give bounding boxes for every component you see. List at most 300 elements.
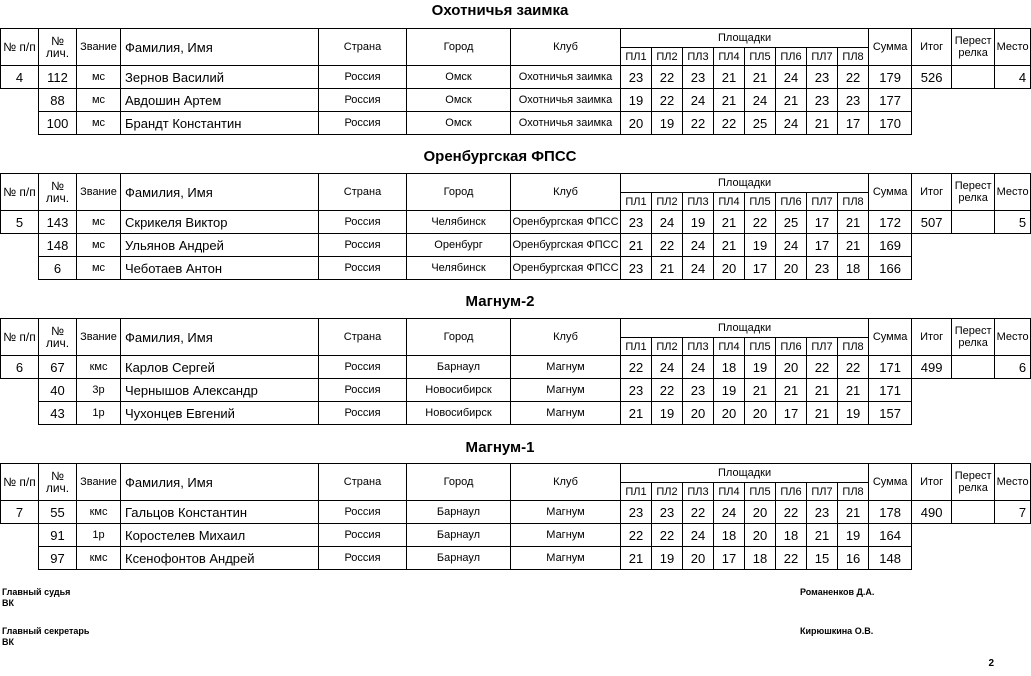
area-score-6: 20 bbox=[776, 257, 807, 280]
chief-secretary-title: Главный секретарь bbox=[2, 626, 90, 636]
city: Новосибирск bbox=[407, 402, 511, 425]
shooter-name: Чухонцев Евгений bbox=[121, 402, 319, 425]
shooter-row bbox=[1, 501, 1031, 524]
area-score-8: 21 bbox=[838, 211, 869, 234]
empty-cell bbox=[912, 234, 952, 257]
empty-cell bbox=[912, 112, 952, 135]
chief-judge-category: ВК bbox=[2, 598, 14, 608]
empty-cell bbox=[995, 89, 1031, 112]
license-number: 143 bbox=[39, 211, 77, 234]
shooter-row bbox=[1, 112, 1031, 135]
header-country: Страна bbox=[319, 174, 407, 211]
header-area-5: ПЛ5 bbox=[745, 338, 776, 356]
header-sum: Сумма bbox=[869, 464, 912, 501]
rank: мс bbox=[77, 112, 121, 135]
area-score-1: 22 bbox=[621, 356, 652, 379]
area-score-8: 21 bbox=[838, 501, 869, 524]
rank: мс bbox=[77, 257, 121, 280]
area-score-2: 22 bbox=[652, 234, 683, 257]
city: Барнаул bbox=[407, 524, 511, 547]
empty-cell bbox=[1, 257, 39, 280]
area-score-4: 20 bbox=[714, 257, 745, 280]
club: Магнум bbox=[511, 501, 621, 524]
header-area-5: ПЛ5 bbox=[745, 48, 776, 66]
area-score-7: 23 bbox=[807, 66, 838, 89]
area-score-1: 20 bbox=[621, 112, 652, 135]
header-area-4: ПЛ4 bbox=[714, 48, 745, 66]
team-title: Оренбургская ФПСС bbox=[423, 148, 577, 165]
country: Россия bbox=[319, 257, 407, 280]
reshoot-cell bbox=[952, 501, 995, 524]
area-score-5: 25 bbox=[745, 112, 776, 135]
empty-cell bbox=[912, 379, 952, 402]
shooter-row bbox=[1, 89, 1031, 112]
empty-cell bbox=[952, 547, 995, 570]
club: Охотничья заимка bbox=[511, 66, 621, 89]
header-country: Страна bbox=[319, 464, 407, 501]
area-score-8: 21 bbox=[838, 379, 869, 402]
area-score-6: 24 bbox=[776, 234, 807, 257]
header-num: № п/п bbox=[1, 29, 39, 66]
area-score-2: 22 bbox=[652, 89, 683, 112]
club: Оренбургская ФПСС bbox=[511, 257, 621, 280]
shooter-sum: 171 bbox=[869, 379, 912, 402]
header-sum: Сумма bbox=[869, 319, 912, 356]
club: Оренбургская ФПСС bbox=[511, 211, 621, 234]
team-total: 507 bbox=[912, 211, 952, 234]
header-city: Город bbox=[407, 29, 511, 66]
area-score-6: 18 bbox=[776, 524, 807, 547]
city: Челябинск bbox=[407, 257, 511, 280]
empty-cell bbox=[1, 402, 39, 425]
city: Барнаул bbox=[407, 501, 511, 524]
shooter-name: Авдошин Артем bbox=[121, 89, 319, 112]
header-total: Итог bbox=[912, 464, 952, 501]
area-score-1: 23 bbox=[621, 379, 652, 402]
team-position-number: 4 bbox=[1, 66, 39, 89]
header-club: Клуб bbox=[511, 174, 621, 211]
team-position-number: 7 bbox=[1, 501, 39, 524]
header-area-3: ПЛ3 bbox=[683, 483, 714, 501]
area-score-5: 22 bbox=[745, 211, 776, 234]
area-score-2: 19 bbox=[652, 402, 683, 425]
area-score-7: 17 bbox=[807, 211, 838, 234]
area-score-4: 24 bbox=[714, 501, 745, 524]
header-area-2: ПЛ2 bbox=[652, 338, 683, 356]
rank: мс bbox=[77, 234, 121, 257]
shooter-sum: 169 bbox=[869, 234, 912, 257]
area-score-4: 17 bbox=[714, 547, 745, 570]
area-score-7: 15 bbox=[807, 547, 838, 570]
header-area-4: ПЛ4 bbox=[714, 193, 745, 211]
area-score-4: 21 bbox=[714, 211, 745, 234]
area-score-3: 22 bbox=[683, 112, 714, 135]
header-area-7: ПЛ7 bbox=[807, 338, 838, 356]
area-score-6: 22 bbox=[776, 501, 807, 524]
shooter-row bbox=[1, 356, 1031, 379]
area-score-3: 19 bbox=[683, 211, 714, 234]
empty-cell bbox=[952, 524, 995, 547]
area-score-2: 22 bbox=[652, 379, 683, 402]
area-score-3: 24 bbox=[683, 524, 714, 547]
shooter-name: Зернов Василий bbox=[121, 66, 319, 89]
header-num: № п/п bbox=[1, 174, 39, 211]
header-place: Место bbox=[995, 29, 1031, 66]
rank: 3р bbox=[77, 379, 121, 402]
license-number: 148 bbox=[39, 234, 77, 257]
header-reshoot: Перест релка bbox=[952, 174, 995, 211]
header-areas: Площадки bbox=[621, 174, 869, 193]
shooter-row bbox=[1, 524, 1031, 547]
header-area-4: ПЛ4 bbox=[714, 483, 745, 501]
club: Магнум bbox=[511, 524, 621, 547]
shooter-sum: 171 bbox=[869, 356, 912, 379]
header-country: Страна bbox=[319, 29, 407, 66]
area-score-2: 24 bbox=[652, 356, 683, 379]
header-area-4: ПЛ4 bbox=[714, 338, 745, 356]
empty-cell bbox=[1, 379, 39, 402]
empty-cell bbox=[995, 524, 1031, 547]
area-score-8: 19 bbox=[838, 402, 869, 425]
area-score-2: 19 bbox=[652, 547, 683, 570]
rank: 1р bbox=[77, 524, 121, 547]
header-place: Место bbox=[995, 319, 1031, 356]
shooter-name: Гальцов Константин bbox=[121, 501, 319, 524]
area-score-7: 22 bbox=[807, 356, 838, 379]
area-score-6: 22 bbox=[776, 547, 807, 570]
area-score-8: 19 bbox=[838, 524, 869, 547]
empty-cell bbox=[995, 257, 1031, 280]
area-score-1: 23 bbox=[621, 501, 652, 524]
empty-cell bbox=[1, 547, 39, 570]
license-number: 40 bbox=[39, 379, 77, 402]
shooter-row bbox=[1, 402, 1031, 425]
team-results-table bbox=[0, 318, 1031, 425]
area-score-2: 23 bbox=[652, 501, 683, 524]
shooter-name: Карлов Сергей bbox=[121, 356, 319, 379]
shooter-sum: 164 bbox=[869, 524, 912, 547]
team-total: 499 bbox=[912, 356, 952, 379]
area-score-1: 21 bbox=[621, 547, 652, 570]
header-reshoot: Перест релка bbox=[952, 464, 995, 501]
chief-secretary-block bbox=[2, 626, 89, 648]
empty-cell bbox=[912, 257, 952, 280]
area-score-1: 21 bbox=[621, 234, 652, 257]
shooter-name: Ксенофонтов Андрей bbox=[121, 547, 319, 570]
shooter-sum: 170 bbox=[869, 112, 912, 135]
country: Россия bbox=[319, 66, 407, 89]
area-score-7: 21 bbox=[807, 112, 838, 135]
team-position-number: 5 bbox=[1, 211, 39, 234]
license-number: 43 bbox=[39, 402, 77, 425]
rank: мс bbox=[77, 211, 121, 234]
shooter-sum: 166 bbox=[869, 257, 912, 280]
area-score-5: 20 bbox=[745, 501, 776, 524]
shooter-row bbox=[1, 257, 1031, 280]
header-license: № лич. bbox=[39, 464, 77, 501]
shooter-sum: 148 bbox=[869, 547, 912, 570]
header-club: Клуб bbox=[511, 29, 621, 66]
city: Омск bbox=[407, 89, 511, 112]
area-score-8: 18 bbox=[838, 257, 869, 280]
city: Омск bbox=[407, 112, 511, 135]
team-results-table bbox=[0, 173, 1031, 280]
header-area-6: ПЛ6 bbox=[776, 338, 807, 356]
empty-cell bbox=[952, 257, 995, 280]
license-number: 100 bbox=[39, 112, 77, 135]
header-reshoot: Перест релка bbox=[952, 29, 995, 66]
area-score-7: 17 bbox=[807, 234, 838, 257]
country: Россия bbox=[319, 402, 407, 425]
club: Охотничья заимка bbox=[511, 112, 621, 135]
header-area-7: ПЛ7 bbox=[807, 483, 838, 501]
area-score-7: 21 bbox=[807, 524, 838, 547]
area-score-2: 22 bbox=[652, 66, 683, 89]
area-score-5: 24 bbox=[745, 89, 776, 112]
club: Оренбургская ФПСС bbox=[511, 234, 621, 257]
header-rank: Звание bbox=[77, 464, 121, 501]
area-score-5: 17 bbox=[745, 257, 776, 280]
rank: кмс bbox=[77, 501, 121, 524]
rank: кмс bbox=[77, 356, 121, 379]
shooter-row bbox=[1, 211, 1031, 234]
rank: 1р bbox=[77, 402, 121, 425]
header-sum: Сумма bbox=[869, 174, 912, 211]
area-score-3: 24 bbox=[683, 89, 714, 112]
header-area-8: ПЛ8 bbox=[838, 48, 869, 66]
shooter-row bbox=[1, 379, 1031, 402]
area-score-5: 21 bbox=[745, 379, 776, 402]
area-score-1: 21 bbox=[621, 402, 652, 425]
header-place: Место bbox=[995, 174, 1031, 211]
area-score-3: 23 bbox=[683, 379, 714, 402]
chief-secretary-name: Кирюшкина О.В. bbox=[800, 626, 874, 636]
team-results-table bbox=[0, 28, 1031, 135]
shooter-name: Ульянов Андрей bbox=[121, 234, 319, 257]
area-score-5: 20 bbox=[745, 524, 776, 547]
header-num: № п/п bbox=[1, 319, 39, 356]
header-total: Итог bbox=[912, 319, 952, 356]
empty-cell bbox=[912, 524, 952, 547]
license-number: 6 bbox=[39, 257, 77, 280]
header-area-7: ПЛ7 bbox=[807, 193, 838, 211]
area-score-6: 24 bbox=[776, 66, 807, 89]
header-name: Фамилия, Имя bbox=[121, 29, 319, 66]
area-score-5: 19 bbox=[745, 356, 776, 379]
country: Россия bbox=[319, 356, 407, 379]
country: Россия bbox=[319, 89, 407, 112]
empty-cell bbox=[952, 89, 995, 112]
header-num: № п/п bbox=[1, 464, 39, 501]
header-area-8: ПЛ8 bbox=[838, 483, 869, 501]
area-score-4: 18 bbox=[714, 524, 745, 547]
header-area-2: ПЛ2 bbox=[652, 483, 683, 501]
empty-cell bbox=[952, 402, 995, 425]
area-score-8: 17 bbox=[838, 112, 869, 135]
header-rank: Звание bbox=[77, 174, 121, 211]
header-area-5: ПЛ5 bbox=[745, 193, 776, 211]
license-number: 112 bbox=[39, 66, 77, 89]
area-score-7: 21 bbox=[807, 379, 838, 402]
team-place: 7 bbox=[995, 501, 1031, 524]
area-score-3: 22 bbox=[683, 501, 714, 524]
country: Россия bbox=[319, 211, 407, 234]
area-score-4: 18 bbox=[714, 356, 745, 379]
city: Барнаул bbox=[407, 547, 511, 570]
area-score-2: 22 bbox=[652, 524, 683, 547]
empty-cell bbox=[1, 524, 39, 547]
shooter-sum: 157 bbox=[869, 402, 912, 425]
rank: мс bbox=[77, 66, 121, 89]
reshoot-cell bbox=[952, 66, 995, 89]
city: Новосибирск bbox=[407, 379, 511, 402]
license-number: 97 bbox=[39, 547, 77, 570]
area-score-2: 19 bbox=[652, 112, 683, 135]
team-position-number: 6 bbox=[1, 356, 39, 379]
header-city: Город bbox=[407, 319, 511, 356]
header-license: № лич. bbox=[39, 29, 77, 66]
empty-cell bbox=[995, 112, 1031, 135]
area-score-3: 20 bbox=[683, 402, 714, 425]
header-area-3: ПЛ3 bbox=[683, 48, 714, 66]
area-score-8: 22 bbox=[838, 66, 869, 89]
city: Оренбург bbox=[407, 234, 511, 257]
header-areas: Площадки bbox=[621, 464, 869, 483]
empty-cell bbox=[952, 379, 995, 402]
area-score-6: 21 bbox=[776, 379, 807, 402]
header-total: Итог bbox=[912, 174, 952, 211]
area-score-1: 22 bbox=[621, 524, 652, 547]
area-score-1: 23 bbox=[621, 211, 652, 234]
area-score-3: 24 bbox=[683, 356, 714, 379]
empty-cell bbox=[952, 234, 995, 257]
shooter-name: Коростелев Михаил bbox=[121, 524, 319, 547]
header-rank: Звание bbox=[77, 319, 121, 356]
city: Барнаул bbox=[407, 356, 511, 379]
license-number: 91 bbox=[39, 524, 77, 547]
chief-secretary-category: ВК bbox=[2, 637, 14, 647]
header-license: № лич. bbox=[39, 174, 77, 211]
shooter-sum: 172 bbox=[869, 211, 912, 234]
shooter-row bbox=[1, 66, 1031, 89]
license-number: 88 bbox=[39, 89, 77, 112]
team-title: Магнум-1 bbox=[465, 439, 535, 456]
area-score-8: 21 bbox=[838, 234, 869, 257]
area-score-4: 19 bbox=[714, 379, 745, 402]
page-number: 2 bbox=[988, 658, 994, 669]
city: Челябинск bbox=[407, 211, 511, 234]
header-area-6: ПЛ6 bbox=[776, 48, 807, 66]
area-score-8: 22 bbox=[838, 356, 869, 379]
country: Россия bbox=[319, 547, 407, 570]
team-place: 4 bbox=[995, 66, 1031, 89]
area-score-7: 23 bbox=[807, 501, 838, 524]
city: Омск bbox=[407, 66, 511, 89]
shooter-row bbox=[1, 547, 1031, 570]
header-name: Фамилия, Имя bbox=[121, 174, 319, 211]
header-total: Итог bbox=[912, 29, 952, 66]
header-license: № лич. bbox=[39, 319, 77, 356]
empty-cell bbox=[995, 234, 1031, 257]
header-area-3: ПЛ3 bbox=[683, 193, 714, 211]
country: Россия bbox=[319, 112, 407, 135]
area-score-5: 18 bbox=[745, 547, 776, 570]
area-score-4: 21 bbox=[714, 89, 745, 112]
area-score-6: 21 bbox=[776, 89, 807, 112]
shooter-name: Брандт Константин bbox=[121, 112, 319, 135]
header-area-6: ПЛ6 bbox=[776, 193, 807, 211]
header-area-2: ПЛ2 bbox=[652, 193, 683, 211]
header-area-3: ПЛ3 bbox=[683, 338, 714, 356]
area-score-1: 23 bbox=[621, 66, 652, 89]
header-areas: Площадки bbox=[621, 29, 869, 48]
reshoot-cell bbox=[952, 356, 995, 379]
area-score-3: 20 bbox=[683, 547, 714, 570]
area-score-6: 24 bbox=[776, 112, 807, 135]
chief-judge-block bbox=[2, 587, 70, 609]
area-score-1: 23 bbox=[621, 257, 652, 280]
header-club: Клуб bbox=[511, 319, 621, 356]
header-name: Фамилия, Имя bbox=[121, 319, 319, 356]
shooter-name: Чернышов Александр bbox=[121, 379, 319, 402]
area-score-5: 20 bbox=[745, 402, 776, 425]
country: Россия bbox=[319, 501, 407, 524]
area-score-5: 21 bbox=[745, 66, 776, 89]
area-score-3: 23 bbox=[683, 66, 714, 89]
chief-judge-title: Главный судья bbox=[2, 587, 71, 597]
empty-cell bbox=[952, 112, 995, 135]
area-score-7: 21 bbox=[807, 402, 838, 425]
team-title: Охотничья заимка bbox=[431, 2, 569, 19]
area-score-3: 24 bbox=[683, 234, 714, 257]
empty-cell bbox=[995, 379, 1031, 402]
area-score-4: 21 bbox=[714, 66, 745, 89]
empty-cell bbox=[1, 234, 39, 257]
header-reshoot: Перест релка bbox=[952, 319, 995, 356]
shooter-sum: 178 bbox=[869, 501, 912, 524]
header-area-1: ПЛ1 bbox=[621, 338, 652, 356]
header-area-8: ПЛ8 bbox=[838, 338, 869, 356]
header-area-2: ПЛ2 bbox=[652, 48, 683, 66]
area-score-4: 20 bbox=[714, 402, 745, 425]
header-rank: Звание bbox=[77, 29, 121, 66]
team-total: 490 bbox=[912, 501, 952, 524]
header-area-5: ПЛ5 bbox=[745, 483, 776, 501]
header-club: Клуб bbox=[511, 464, 621, 501]
area-score-7: 23 bbox=[807, 257, 838, 280]
empty-cell bbox=[1, 112, 39, 135]
country: Россия bbox=[319, 234, 407, 257]
empty-cell bbox=[1, 89, 39, 112]
header-country: Страна bbox=[319, 319, 407, 356]
header-area-1: ПЛ1 bbox=[621, 193, 652, 211]
area-score-8: 16 bbox=[838, 547, 869, 570]
club: Магнум bbox=[511, 379, 621, 402]
country: Россия bbox=[319, 379, 407, 402]
area-score-5: 19 bbox=[745, 234, 776, 257]
header-area-7: ПЛ7 bbox=[807, 48, 838, 66]
team-total: 526 bbox=[912, 66, 952, 89]
area-score-6: 20 bbox=[776, 356, 807, 379]
area-score-6: 25 bbox=[776, 211, 807, 234]
team-results-table bbox=[0, 463, 1031, 570]
shooter-name: Скрикеля Виктор bbox=[121, 211, 319, 234]
rank: кмс bbox=[77, 547, 121, 570]
team-place: 6 bbox=[995, 356, 1031, 379]
team-place: 5 bbox=[995, 211, 1031, 234]
header-area-1: ПЛ1 bbox=[621, 483, 652, 501]
header-city: Город bbox=[407, 174, 511, 211]
